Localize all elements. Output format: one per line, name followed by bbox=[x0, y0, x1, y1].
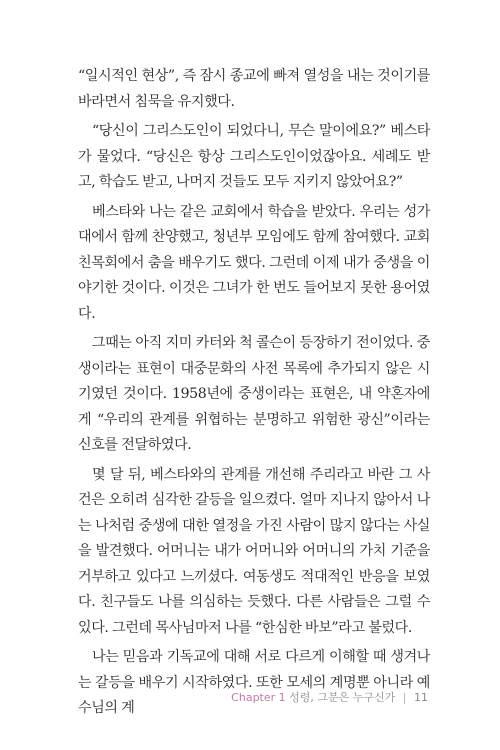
body-text bbox=[78, 64, 430, 726]
paragraph: 그때는 아직 지미 카터와 척 콜슨이 등장하기 전이었다. 중생이라는 표현이 대중문화의 사전 목록에 추가되지 않은 시기였던 것이다. 1958년에 중생이라는 표현은, 내 약혼자에게 “우리의 관계를 위협하는 분명하고 위험한 광신”이라는 신호를 전달하였다. bbox=[78, 335, 430, 453]
paragraph: “일시적인 현상”, 즉 잠시 종교에 빠져 열성을 내는 것이기를 바라면서 침묵을 유지했다. bbox=[78, 68, 430, 110]
paragraph: 몇 달 뒤, 베스타와의 관계를 개선해 주리라고 바란 그 사건은 오히려 심각한 갈등을 일으켰다. 얼마 지나지 않아서 나는 나처럼 중생에 대한 열정을 가진 사람이 많지 않다는 사실을 발견했다. 어머니는 내가 어머니와 어머니의 가치 기준을 거부하고 있다고 느끼셨다. 여동생도 적대적인 반응을 보였다. 친구들도 나를 의심하는 듯했다. 다른 사람들은 그럴 수 있다. 그런데 목사님마저 나를 “한심한 바보”라고 불렀다. bbox=[78, 466, 430, 636]
paragraph: 나는 믿음과 기독교에 대해 서로 다르게 이해할 때 생겨나는 갈등을 배우기 시작하였다. 또한 모세의 계명뿐 아니라 예수님의 계 bbox=[78, 649, 430, 716]
page-footer bbox=[231, 689, 428, 705]
chapter-label: Chapter 1 bbox=[231, 691, 286, 704]
page-number: 11 bbox=[414, 691, 428, 704]
paragraph: 베스타와 나는 같은 교회에서 학습을 받았다. 우리는 성가대에서 함께 찬양했고, 청년부 모임에도 함께 참여했다. 교회 친목회에서 춤을 배우기도 했다. 그런데 이제 내가 중생을 이야기한 것이다. 이것은 그녀가 한 번도 들어보지 못한 용어였다. bbox=[78, 203, 430, 322]
chapter-title: 성령, 그분은 누구신가 bbox=[289, 691, 396, 704]
footer-separator: | bbox=[402, 691, 407, 704]
paragraph: “당신이 그리스도인이 되었다니, 무슨 말이에요?” 베스타가 물었다. “당신은 항상 그리스도인이었잖아요. 세례도 받고, 학습도 받고, 나머지 것들도 모두 지키지 않았어요?” bbox=[78, 123, 430, 190]
